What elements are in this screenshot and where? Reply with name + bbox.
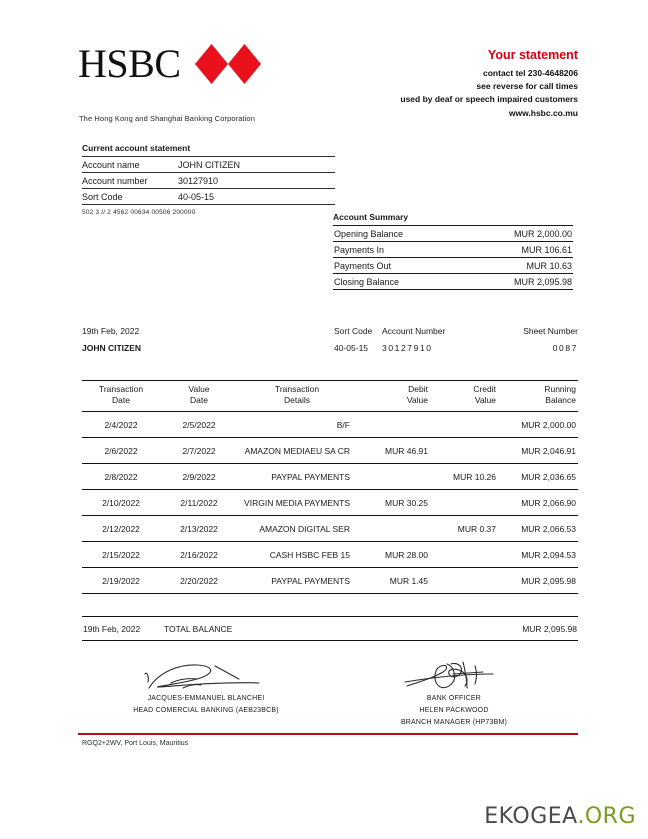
col-credit-value-l2: Value — [474, 395, 496, 406]
signature-left-image — [82, 658, 330, 694]
col-transaction-date-l1: Transaction — [98, 384, 144, 394]
watermark — [484, 804, 636, 829]
account-name-row — [82, 157, 335, 173]
cell-debit: MUR 28.00 — [356, 541, 430, 567]
col-transaction-details-l1: Transaction — [274, 384, 320, 394]
col-value-date — [160, 381, 238, 412]
statement-header — [78, 41, 578, 134]
contact-tel-line: contact tel 230-4648206 — [483, 68, 578, 78]
handwritten-signature-icon — [389, 658, 519, 694]
total-value: MUR 2,095.98 — [522, 624, 577, 634]
account-summary-title: Account Summary — [333, 212, 573, 226]
cell-transaction-date: 2/12/2022 — [82, 515, 160, 541]
account-number-row — [82, 173, 335, 189]
account-number-label: Account number — [82, 176, 148, 186]
table-row — [82, 463, 578, 489]
cell-value-date: 2/20/2022 — [160, 567, 238, 593]
cell-transaction-date: 2/15/2022 — [82, 541, 160, 567]
cell-value-date: 2/11/2022 — [160, 489, 238, 515]
summary-value-closing-balance: MUR 2,095.98 — [513, 277, 572, 287]
sort-code-row — [82, 189, 335, 205]
account-name-label: Account name — [82, 160, 140, 170]
signature-right-name: HELEN PACKWOOD — [419, 707, 489, 714]
signature-right — [330, 658, 578, 726]
cell-balance: MUR 2,094.53 — [498, 541, 578, 567]
statement-account-number-value: 30127910 — [382, 343, 433, 353]
col-credit-value — [430, 381, 498, 412]
sort-code-value: 40-05-15 — [178, 192, 215, 202]
cell-transaction-date: 2/10/2022 — [82, 489, 160, 515]
watermark-secondary: .ORG — [577, 804, 636, 829]
footer-address: RGQ2+2WV, Port Louis, Mauritius — [82, 740, 189, 747]
cell-credit — [430, 489, 498, 515]
cell-balance: MUR 2,066.53 — [498, 515, 578, 541]
signature-left — [82, 658, 330, 726]
transactions-table — [82, 380, 578, 594]
cell-balance: MUR 2,000.00 — [498, 411, 578, 437]
statement-account-number-col — [382, 326, 512, 353]
account-number-value: 30127910 — [178, 176, 219, 186]
total-balance-row — [82, 616, 578, 641]
cell-balance: MUR 2,036.65 — [498, 463, 578, 489]
statement-sheet-number-col — [512, 326, 578, 353]
summary-label-payments-in: Payments In — [334, 245, 385, 255]
col-credit-value-l1: Credit — [473, 384, 496, 394]
cell-balance: MUR 2,046.91 — [498, 437, 578, 463]
transactions-head — [82, 381, 578, 412]
summary-row-opening-balance — [333, 226, 573, 242]
signature-left-role: HEAD COMERCIAL BANKING (AEB23BCB) — [133, 707, 279, 714]
table-row — [82, 515, 578, 541]
col-debit-value-l1: Debit — [408, 384, 428, 394]
cell-details: AMAZON DIGITAL SER — [238, 515, 356, 541]
summary-label-closing-balance: Closing Balance — [334, 277, 400, 287]
handwritten-signature-icon — [131, 658, 281, 694]
statement-sort-code-label: Sort Code — [334, 326, 373, 336]
cell-value-date: 2/9/2022 — [160, 463, 238, 489]
statement-sheet-number-label: Sheet Number — [523, 326, 578, 336]
cell-debit: MUR 30.25 — [356, 489, 430, 515]
cell-credit — [430, 411, 498, 437]
sort-code-label: Sort Code — [82, 192, 123, 202]
table-row — [82, 411, 578, 437]
signature-right-role: BRANCH MANAGER (HP73BM) — [400, 719, 508, 726]
col-running-balance-l1: Running — [544, 384, 576, 394]
col-transaction-date-l2: Date — [112, 395, 130, 406]
cell-value-date: 2/16/2022 — [160, 541, 238, 567]
total-date: 19th Feb, 2022 — [83, 624, 141, 634]
hsbc-hexagon-icon — [195, 44, 261, 84]
cell-credit: MUR 10.26 — [430, 463, 498, 489]
account-summary-block — [333, 212, 573, 290]
cell-credit: MUR 0.37 — [430, 515, 498, 541]
statement-sort-code-value: 40-05-15 — [334, 343, 369, 353]
transactions-header-row — [82, 381, 578, 412]
summary-value-payments-in: MUR 106.61 — [521, 245, 572, 255]
col-running-balance-l2: Balance — [545, 395, 576, 406]
your-statement-title: Your statement — [487, 48, 578, 62]
accessibility-line: used by deaf or speech impaired customers — [400, 94, 578, 105]
cell-details: PAYPAL PAYMENTS — [238, 463, 356, 489]
col-transaction-details — [238, 381, 356, 412]
col-transaction-details-l2: Details — [284, 395, 310, 406]
signature-right-image — [330, 658, 578, 694]
cell-transaction-date: 2/6/2022 — [82, 437, 160, 463]
signature-left-name: JACQUES-EMMANUEL BLANCHEI — [147, 695, 265, 702]
col-debit-value-l2: Value — [406, 395, 428, 406]
cell-credit — [430, 567, 498, 593]
footer-divider — [78, 733, 578, 735]
cell-details: VIRGIN MEDIA PAYMENTS — [238, 489, 356, 515]
summary-row-payments-out — [333, 258, 573, 274]
cell-value-date: 2/5/2022 — [160, 411, 238, 437]
col-value-date-l2: Date — [190, 395, 208, 406]
summary-value-payments-out: MUR 10.63 — [526, 261, 572, 271]
cell-value-date: 2/7/2022 — [160, 437, 238, 463]
cell-transaction-date: 2/19/2022 — [82, 567, 160, 593]
cell-debit: MUR 46.91 — [356, 437, 430, 463]
cell-credit — [430, 541, 498, 567]
col-transaction-date — [82, 381, 160, 412]
statement-sheet-number-value: 0087 — [552, 343, 578, 353]
cell-value-date: 2/13/2022 — [160, 515, 238, 541]
account-details-title: Current account statement — [82, 143, 335, 157]
transactions-body — [82, 411, 578, 593]
summary-label-opening-balance: Opening Balance — [334, 229, 404, 239]
table-row — [82, 567, 578, 593]
table-row — [82, 437, 578, 463]
signatures-block — [82, 658, 578, 726]
account-details-block — [82, 143, 335, 216]
cell-transaction-date: 2/8/2022 — [82, 463, 160, 489]
col-debit-value — [356, 381, 430, 412]
cell-credit — [430, 437, 498, 463]
cell-transaction-date: 2/4/2022 — [82, 411, 160, 437]
bank-legal-name: The Hong Kong and Shanghai Banking Corporation — [79, 114, 255, 123]
cell-details: CASH HSBC FEB 15 — [238, 541, 356, 567]
transactions-table-wrap — [82, 380, 578, 594]
table-row — [82, 541, 578, 567]
watermark-primary: EKOGEA — [484, 804, 578, 829]
cell-debit — [356, 463, 430, 489]
statement-account-number-label: Account Number — [382, 326, 446, 336]
account-name-value: JOHN CITIZEN — [178, 160, 240, 170]
call-times-line: see reverse for call times — [476, 81, 578, 92]
col-value-date-l1: Value — [188, 384, 210, 394]
summary-label-payments-out: Payments Out — [334, 261, 392, 271]
col-running-balance — [498, 381, 578, 412]
cell-balance: MUR 2,095.98 — [498, 567, 578, 593]
cell-debit — [356, 411, 430, 437]
cell-details: PAYPAL PAYMENTS — [238, 567, 356, 593]
signature-right-title: BANK OFFICER — [426, 695, 482, 702]
statement-info-block — [82, 326, 578, 362]
total-label: TOTAL BALANCE — [164, 624, 233, 634]
table-row — [82, 489, 578, 515]
summary-row-closing-balance — [333, 274, 573, 290]
cell-details: B/F — [238, 411, 356, 437]
header-contact-block — [400, 48, 578, 120]
cell-balance: MUR 2,066.90 — [498, 489, 578, 515]
hsbc-logo — [78, 41, 261, 86]
account-reference-code: 502 3 // 2 4562 00634 00506 200000 — [82, 209, 196, 216]
website-line: www.hsbc.co.mu — [508, 107, 578, 118]
statement-holder-name: JOHN CITIZEN — [82, 343, 142, 353]
hsbc-wordmark: HSBC — [78, 41, 181, 86]
summary-value-opening-balance: MUR 2,000.00 — [513, 229, 572, 239]
cell-debit: MUR 1.45 — [356, 567, 430, 593]
statement-identifiers — [334, 326, 578, 353]
statement-date: 19th Feb, 2022 — [82, 326, 140, 336]
cell-debit — [356, 515, 430, 541]
statement-holder-block — [82, 326, 141, 353]
cell-details: AMAZON MEDIAEU SA CR — [238, 437, 356, 463]
statement-sort-code-col — [334, 326, 382, 353]
summary-row-payments-in — [333, 242, 573, 258]
